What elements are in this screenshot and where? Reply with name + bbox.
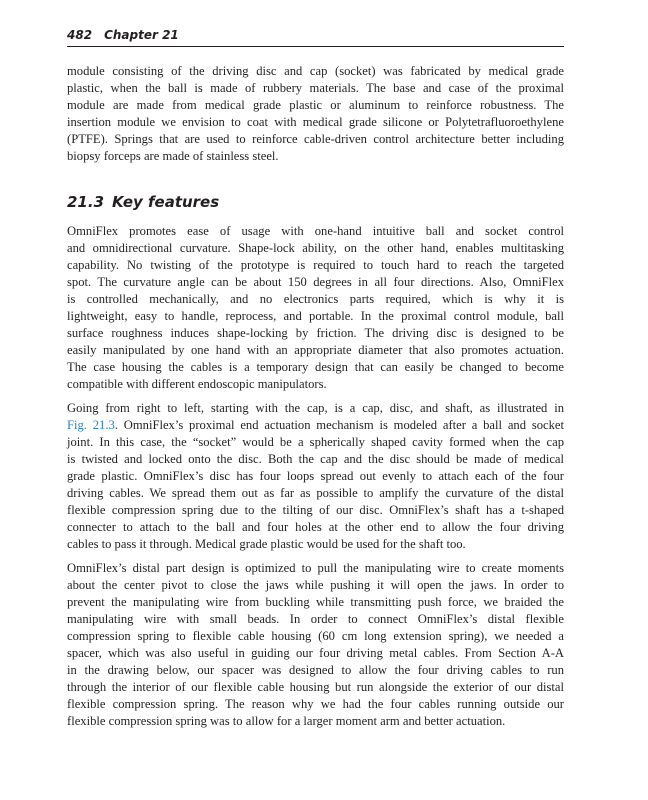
text-line: about the center pivot to close the jaws while pushing it will open the jaws. In order to bbox=[67, 578, 564, 592]
text-line: The case housing the cables is a temporary design that can easily be changed to become bbox=[67, 360, 564, 374]
text-line: spot. The curvature angle can be about 150 degrees in all four directions. Also, OmniFlex bbox=[67, 275, 564, 289]
running-header bbox=[67, 28, 564, 47]
text-line: and omnidirectional curvature. Shape-lock ability, on the other hand, enables multitasking bbox=[67, 241, 564, 255]
text-line: surface roughness induces shape-locking by friction. The driving disc is designed to be bbox=[67, 326, 564, 340]
text-line: cables to pass it through. Medical grade plastic would be used for the shaft too. bbox=[67, 537, 466, 551]
text-line: in the drawing below, our spacer was designed to allow the four driving cables to run bbox=[67, 663, 564, 677]
text-line: OmniFlex’s distal part design is optimized to pull the manipulating wire to create moments bbox=[67, 561, 564, 575]
figure-link[interactable]: Fig. 21.3 bbox=[67, 418, 115, 432]
text-line: manipulating wire with small beads. In order to connect OmniFlex’s distal flexible bbox=[67, 612, 564, 626]
paragraph-4 bbox=[67, 560, 564, 730]
text-line-rest: . OmniFlex’s proximal end actuation mechanism is modeled after a ball and socket bbox=[114, 418, 565, 432]
text-line: spacer, which was also useful in guiding our four driving metal cables. From Section A-A bbox=[67, 646, 564, 660]
text-line: compression spring to flexible cable housing (60 cm long extension spring), we needed a bbox=[67, 629, 564, 643]
text-line: driving cables. We spread them out as far as possible to amplify the curvature of the distal bbox=[67, 486, 564, 500]
chapter-label: Chapter 21 bbox=[104, 28, 179, 42]
text-line bbox=[67, 417, 564, 434]
text-line: flexible compression spring due to the tilting of our disc. OmniFlex’s shaft has a t-shaped bbox=[67, 503, 564, 517]
text-line: Going from right to left, starting with the cap, is a cap, disc, and shaft, as illustrated in bbox=[67, 401, 564, 415]
text-line: prevent the manipulating wire from buckling while transmitting push force, we braided the bbox=[67, 595, 564, 609]
text-line: capability. No twisting of the prototype is required to touch hard to reach the targeted bbox=[67, 258, 564, 272]
text-line: insertion module we envision to coat with medical grade silicone or Polytetrafluoroethylene bbox=[67, 115, 564, 129]
text-line: through the interior of our flexible cable housing but run alongside the exterior of our distal bbox=[67, 680, 564, 694]
text-line: (PTFE). Springs that are used to reinforce cable-driven control architecture better including bbox=[67, 132, 564, 146]
text-line: is twisted and locked onto the disc. Both the cap and the disc should be made of medical bbox=[67, 452, 564, 466]
text-line: plastic, when the ball is made of rubbery materials. The base and case of the proximal bbox=[67, 81, 564, 95]
text-line: flexible compression spring. The reason why we had the four cables running outside our bbox=[67, 697, 564, 711]
text-line: module are made from medical grade plastic or aluminum to reinforce robustness. The bbox=[67, 98, 564, 112]
text-line: OmniFlex promotes ease of usage with one-hand intuitive ball and socket control bbox=[67, 224, 564, 238]
text-line: biopsy forceps are made of stainless steel. bbox=[67, 149, 279, 163]
section-number: 21.3 bbox=[67, 193, 105, 211]
text-line: grade plastic. OmniFlex’s disc has four loops spread out evenly to attach each of the four bbox=[67, 469, 564, 483]
section-title: Key features bbox=[112, 193, 220, 211]
text-line: module consisting of the driving disc and cap (socket) was fabricated by medical grade bbox=[67, 64, 564, 78]
text-line: connecter to attach to the ball and four holes at the other end to allow the four driving bbox=[67, 520, 564, 534]
page-number: 482 bbox=[67, 28, 93, 42]
text-line: compatible with different endoscopic manipulators. bbox=[67, 377, 327, 391]
paragraph-1 bbox=[67, 63, 564, 165]
text-line: is controlled mechanically, and no electronics parts required, which is why it is bbox=[67, 292, 564, 306]
paragraph-2 bbox=[67, 223, 564, 393]
text-line: joint. In this case, the “socket” would be a spherically shaped cavity formed when the cap bbox=[67, 435, 564, 449]
paragraph-3 bbox=[67, 400, 564, 553]
text-line: flexible compression spring was to allow for a larger moment arm and better actuation. bbox=[67, 714, 506, 728]
section-heading bbox=[67, 193, 219, 211]
text-line: lightweight, easy to handle, reprocess, and portable. In the proximal control module, ball bbox=[67, 309, 564, 323]
text-line: easily manipulated by one hand with an appropriate diameter that also promotes actuation. bbox=[67, 343, 564, 357]
